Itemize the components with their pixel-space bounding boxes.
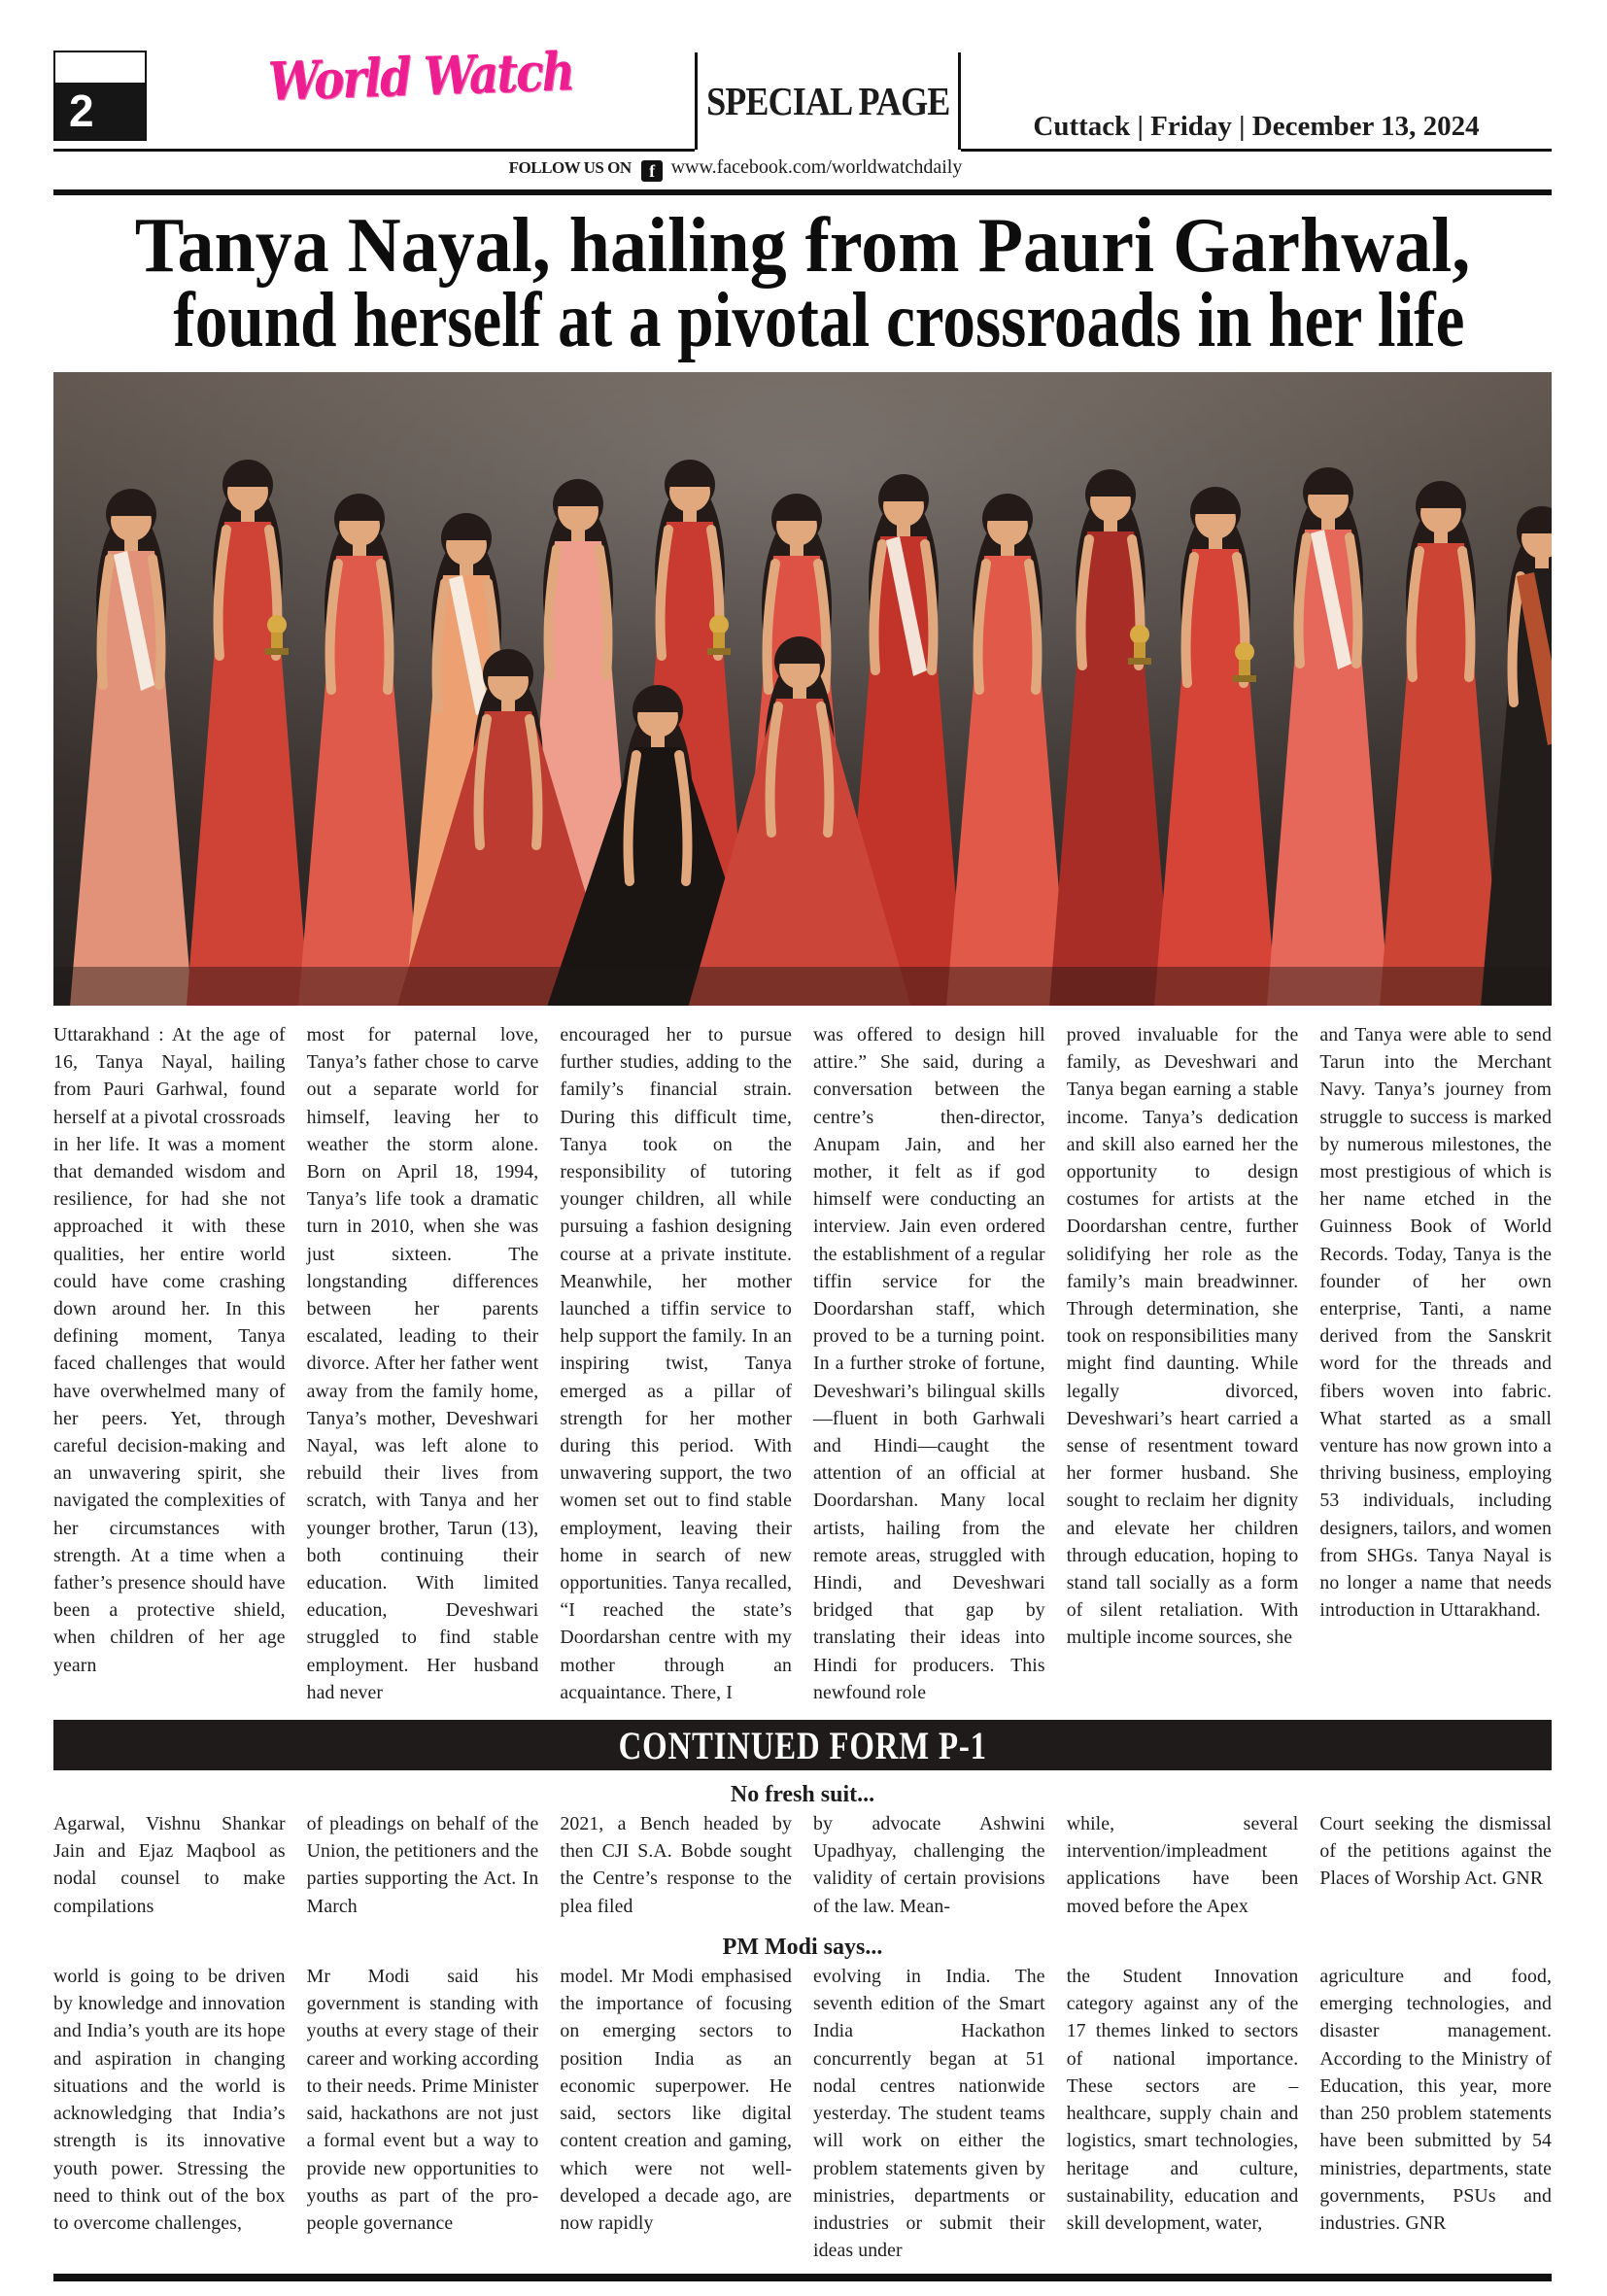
section-label: SPECIAL PAGE xyxy=(705,79,950,123)
pm-modi-column-2: Mr Modi said his government is standing with youths at every stage of their career and working according to their needs. Prime Minister said, hackathons are not just a formal event but a way to provide new opportunities to youths as part of the pro-people governance xyxy=(306,1966,539,2234)
worldwatch-logo: World Watch xyxy=(267,41,574,114)
special-page-cell xyxy=(698,51,958,152)
follow-line xyxy=(53,152,1418,188)
facebook-icon: f xyxy=(641,160,663,182)
section-pm-modi xyxy=(53,1963,1552,2264)
date-cell xyxy=(961,51,1552,152)
no-fresh-suit-column-4: by advocate Ashwini Upadhyay, challenging the validity of certain provisions of the law. Mean- xyxy=(813,1813,1045,1917)
masthead-rule xyxy=(53,189,1552,195)
no-fresh-suit-column-6: Court seeking the dismissal of the petitions against the Places of Worship Act. GNR xyxy=(1319,1813,1553,1890)
page-number: 2 xyxy=(55,83,145,139)
page-number-box xyxy=(53,51,147,141)
follow-us-label: FOLLOW US ON xyxy=(508,158,632,177)
article-column-1: Uttarakhand : At the age of 16, Tanya Nayal, hailing from Pauri Garhwal, found herself at a pivotal crossroads in her life. It was a moment that demanded wisdom and resilience, for had she not approached it with these qualities, her entire world could have come crashing down around her. In this defining moment, Tanya faced challenges that would have overwhelmed many of her peers. Yet, through careful decision-making and an unwavering spirit, she navigated the complexities of her circumstances with strength. At a time when a father’s presence should have been a protective shield, when children of her age yearn xyxy=(53,1024,286,1676)
article-photo xyxy=(53,372,1552,1006)
headline-line-1: Tanya Nayal, hailing from Pauri Garhwal, xyxy=(134,203,1471,289)
pageant-group-photo xyxy=(53,372,1552,1006)
article-column-3: encouraged her to pursue further studies, adding to the family’s financial strain. During this difficult time, Tanya took on the responsibility of tutoring younger children, all while pursuing a fashion designing course at a private institute. Meanwhile, her mother launched a tiffin service to help support the family. In an inspiring twist, Tanya emerged as a pillar of strength for her mother during this period. With unwavering support, the two women set out to find stable employment, leaving their home in search of new opportunities. Tanya recalled, “I reached the state’s Doordarshan centre with my mother through an acquaintance. There, I xyxy=(560,1024,793,1703)
pm-modi-column-6: agriculture and food, emerging technologies, and disaster management. According to the Ministry of Education, this year, more than 250 problem statements have been submitted by 54 ministries, departments, state governments, PSUs and industries. GNR xyxy=(1319,1966,1553,2234)
article-column-6: and Tanya were able to send Tarun into the Merchant Navy. Tanya’s journey from struggle to success is marked by numerous milestones, the most prestigious of which is her name etched in the Guinness Book of World Records. Today, Tanya is the founder of her own enterprise, Tanti, a name derived from the Sanskrit word for the threads and fibers woven into fabric. What started as a small venture has now grown into a thriving business, employing 53 individuals, including designers, tailors, and women from SHGs. Tanya Nayal is no longer a name that needs introduction in Uttarakhand. xyxy=(1319,1024,1553,1622)
article-column-2: most for paternal love, Tanya’s father chose to carve out a separate world for himself, leaving her to weather the storm alone. Born on April 18, 1994, Tanya’s life took a dramatic turn in 2010, when she was just sixteen. The longstanding differences between her parents escalated, leading to their divorce. After her father went away from the family home, Tanya’s mother, Deveshwari Nayal, was left alone to rebuild their lives from scratch, with Tanya and her younger brother, Tarun (13), both continuing their education. With limited education, Deveshwari struggled to find stable employment. Her husband had never xyxy=(306,1024,539,1703)
section-no-fresh-suit xyxy=(53,1810,1552,1923)
no-fresh-suit-column-2: of pleadings on behalf of the Union, the petitioners and the parties supporting the Act. In March xyxy=(306,1813,539,1917)
no-fresh-suit-column-5: while, several intervention/impleadment applications have been moved before the Apex xyxy=(1066,1813,1299,1917)
section-title-no-fresh-suit: No fresh suit... xyxy=(730,1782,875,1808)
article-column-5: proved invaluable for the family, as Deveshwari and Tanya began earning a stable income. Tanya’s dedication and skill also earned her the opportunity to design costumes for artists at the Doordarshan centre, further solidifying her role as the family’s main breadwinner. Through determination, she took on responsibilities many might find daunting. While legally divorced, Deveshwari’s heart carried a sense of resentment toward her former husband. She sought to reclaim her dignity and elevate her children through education, hoping to stand tall socially as a form of silent retaliation. With multiple income sources, she xyxy=(1066,1024,1299,1649)
continued-bar xyxy=(53,1720,1552,1770)
page-number-box-top xyxy=(55,52,145,83)
bottom-rule xyxy=(53,2274,1552,2281)
section-title-pm-modi: PM Modi says... xyxy=(722,1935,883,1961)
article-column-4: was offered to design hill attire.” She said, during a conversation between the centre’s then-director, Anupam Jain, and her mother, it felt as if god himself were conducting an interview. Jain even ordered the establishment of a regular tiffin service for the Doordarshan staff, which proved to be a turning point. In a further stroke of fortune, Deveshwari’s bilingual skills—fluent in both Garhwali and Hindi—caught the attention of an official at Doordarshan. Many local artists, hailing from the remote areas, struggled with Hindi, and Deveshwari bridged that gap by translating their ideas into Hindi for producers. This newfound role xyxy=(813,1024,1045,1703)
facebook-url: www.facebook.com/worldwatchdaily xyxy=(670,156,963,178)
headline xyxy=(53,203,1552,363)
dateline: Cuttack | Friday | December 13, 2024 xyxy=(1033,111,1480,142)
no-fresh-suit-column-1: Agarwal, Vishnu Shankar Jain and Ejaz Maqbool as nodal counsel to make compilations xyxy=(53,1813,286,1917)
masthead xyxy=(53,41,1552,152)
article-body xyxy=(53,1021,1552,1706)
pm-modi-column-4: evolving in India. The seventh edition of the Smart India Hackathon concurrently began at 51 nodal centres nationwide yesterday. The student teams will work on either the problem statements given by ministries, departments or industries or submit their ideas under xyxy=(813,1966,1045,2262)
pm-modi-column-1: world is going to be driven by knowledge and innovation and India’s youth are its hope and aspiration in changing situations and the world is acknowledging that India’s strength is its innovative youth power. Stressing the need to think out of the box to overcome challenges, xyxy=(53,1966,286,2234)
pm-modi-column-5: the Student Innovation category against any of the 17 themes linked to sectors of national importance. These sectors are – healthcare, supply chain and logistics, smart technologies, heritage and culture, sustainability, education and skill development, water, xyxy=(1066,1966,1299,2234)
continued-bar-label: CONTINUED FORM P-1 xyxy=(618,1723,987,1767)
logo-wrap xyxy=(147,41,695,114)
pm-modi-column-3: model. Mr Modi emphasised the importance of focusing on emerging sectors to position India as an economic superpower. He said, sectors like digital content creation and gaming, which were not well-developed a decade ago, are now rapidly xyxy=(560,1966,793,2234)
masthead-left xyxy=(53,41,695,152)
no-fresh-suit-column-3: 2021, a Bench headed by then CJI S.A. Bobde sought the Centre’s response to the plea filed xyxy=(560,1813,793,1917)
headline-line-2: found herself at a pivotal crossroads in her life xyxy=(173,278,1465,363)
